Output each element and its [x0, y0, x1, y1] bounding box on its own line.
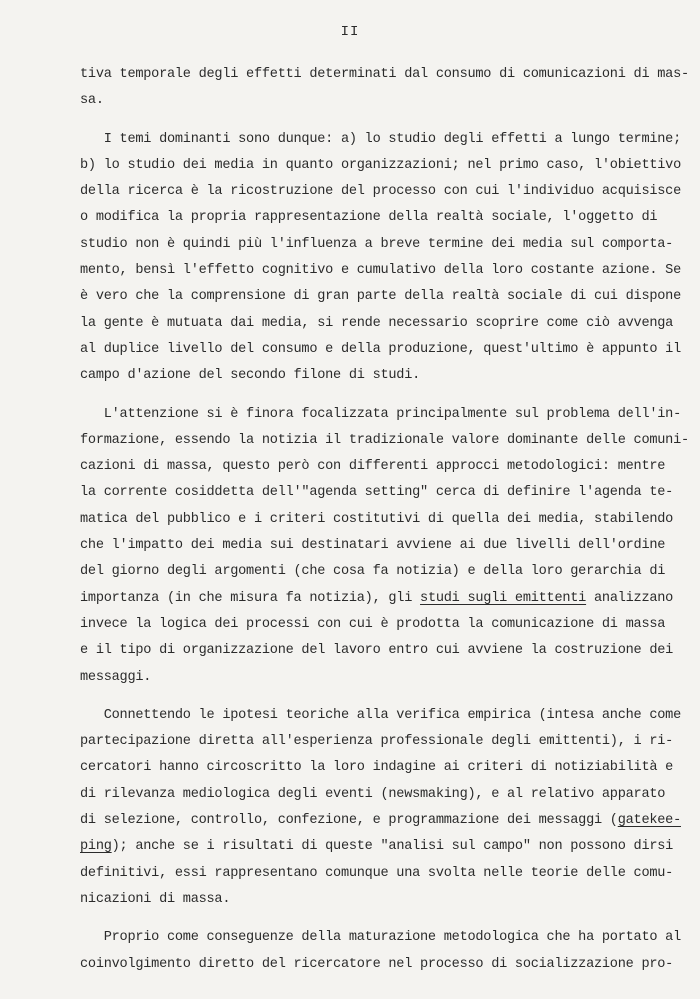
text-line: formazione, essendo la notizia il tradizionale valore dominante delle comuni- — [80, 432, 689, 448]
text-line: coinvolgimento diretto del ricercatore nel processo di socializzazione pro- — [80, 956, 674, 972]
paragraph-4 — [80, 703, 681, 913]
text-line: cercatori hanno circoscritto la loro indagine ai criteri di notiziabilità e — [80, 760, 674, 776]
text-line: studio non è quindi più l'influenza a breve termine dei media sul comporta- — [80, 236, 674, 252]
text-line: di rilevanza mediologica degli eventi (newsmaking), e al relativo apparato — [80, 786, 666, 802]
underlined-phrase: studi sugli emittenti — [420, 590, 587, 606]
document-body — [80, 62, 689, 990]
underlined-term: ping — [80, 839, 112, 855]
text-line: nicazioni di massa. — [80, 891, 231, 907]
text-line-with-underline — [80, 834, 674, 860]
text-line: Proprio come conseguenze della maturazione metodologica che ha portato al — [80, 930, 681, 946]
text-line: partecipazione diretta all'esperienza professionale degli emittenti), i ri- — [80, 734, 674, 750]
text-line: campo d'azione del secondo filone di studi. — [80, 368, 421, 384]
text-line: o modifica la propria rappresentazione della realtà sociale, l'oggetto di — [80, 210, 658, 226]
text-line: matica del pubblico e i criteri costitutivi di quella dei media, stabilendo — [80, 511, 674, 527]
paragraph-1 — [80, 62, 689, 115]
text-line: b) lo studio dei media in quanto organizzazioni; nel primo caso, l'obiettivo — [80, 157, 681, 173]
text-line: L'attenzione si è finora focalizzata principalmente sul problema dell'in- — [80, 406, 681, 422]
text-fragment: ); anche se i risultati di queste "analisi sul campo" non possono dirsi — [111, 839, 674, 855]
underlined-term: gatekee- — [617, 813, 681, 829]
text-line: al duplice livello del consumo e della produzione, quest'ultimo è appunto il — [80, 341, 681, 357]
text-line: che l'impatto dei media sui destinatari avviene ai due livelli dell'ordine — [80, 538, 666, 554]
text-fragment: analizzano — [586, 590, 674, 606]
text-line: messaggi. — [80, 669, 152, 685]
text-line: la gente è mutuata dai media, si rende necessario scoprire come ciò avvenga — [80, 315, 674, 331]
text-line: della ricerca è la ricostruzione del processo con cui l'individuo acquisisce — [80, 184, 681, 200]
text-line: tiva temporale degli effetti determinati dal consumo di comunicazioni di mas- — [80, 67, 689, 82]
paragraph-2 — [80, 127, 681, 390]
paragraph-5 — [80, 925, 681, 978]
text-line-with-underline — [80, 586, 674, 612]
text-line: definitivi, essi rappresentano comunque una svolta nelle teorie delle comu- — [80, 865, 674, 881]
text-line-with-underline — [80, 808, 681, 834]
text-fragment: di selezione, controllo, confezione, e programmazione dei messaggi ( — [80, 813, 618, 829]
text-line: e il tipo di organizzazione del lavoro entro cui avviene la costruzione dei — [80, 643, 674, 659]
text-line: è vero che la comprensione di gran parte della realtà sociale di cui dispone — [80, 289, 681, 305]
text-line: mento, bensì l'effetto cognitivo e cumulativo della loro costante azione. Se — [80, 263, 681, 279]
text-line: Connettendo le ipotesi teoriche alla verifica empirica (intesa anche come — [80, 707, 681, 723]
paragraph-3 — [80, 402, 689, 691]
text-line: cazioni di massa, questo però con differenti approcci metodologici: mentre — [80, 459, 666, 475]
text-line: I temi dominanti sono dunque: a) lo studio degli effetti a lungo termine; — [80, 131, 681, 147]
text-line: del giorno degli argomenti (che cosa fa notizia) e della loro gerarchia di — [80, 564, 666, 580]
page-number: II — [340, 24, 360, 40]
text-line: sa. — [80, 93, 104, 109]
text-fragment: importanza (in che misura fa notizia), gli — [80, 590, 421, 606]
text-line: la corrente cosiddetta dell'"agenda setting" cerca di definire l'agenda te- — [80, 485, 674, 501]
text-line: invece la logica dei processi con cui è prodotta la comunicazione di massa — [80, 616, 666, 632]
